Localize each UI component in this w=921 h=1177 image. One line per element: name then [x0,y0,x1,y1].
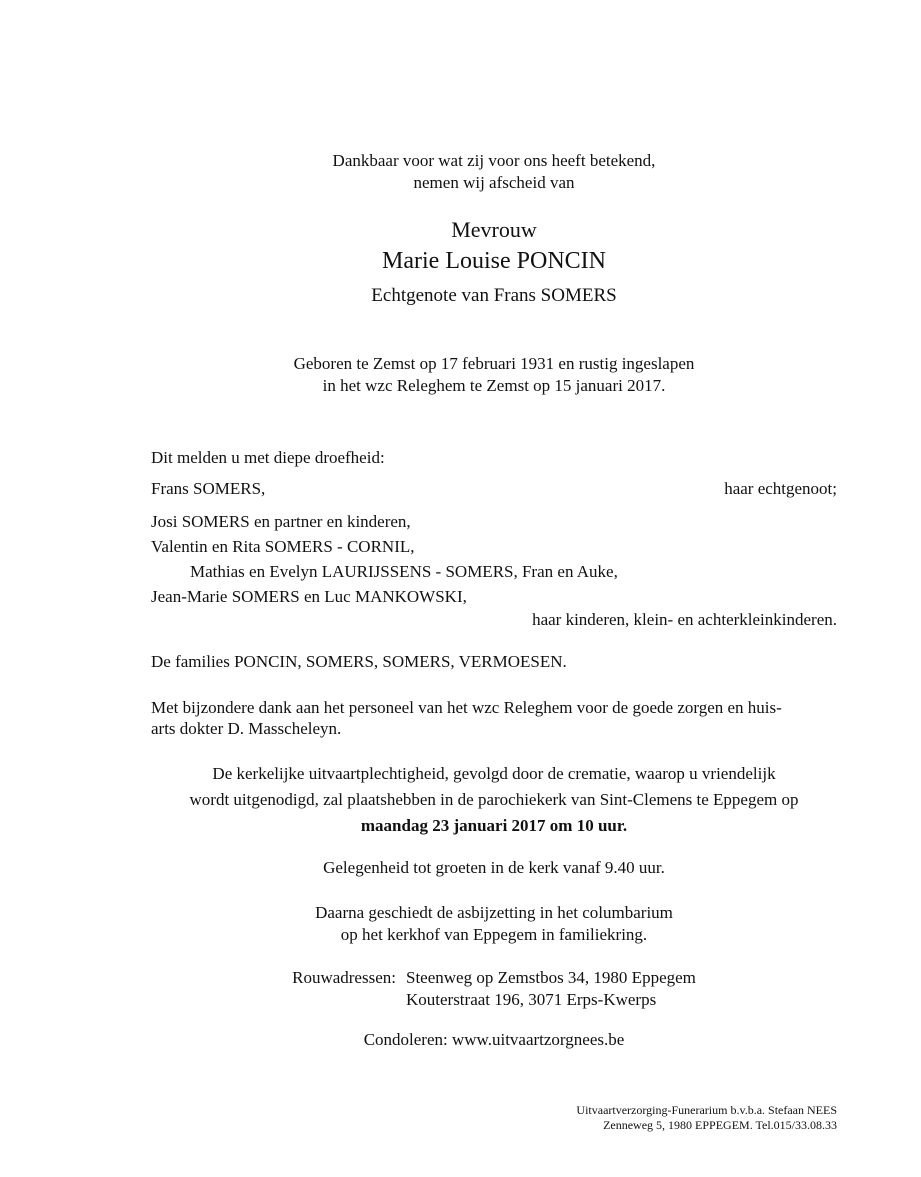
deceased-title-block [151,215,837,309]
mourning-address-2: Kouterstraat 196, 3071 Erps-Kwerps [405,990,657,1009]
columbarium-block [151,902,837,946]
mourning-addresses-block [151,967,837,1011]
intro-line-1: Dankbaar voor wat zij voor ons heeft betekend, [332,151,656,170]
intro-block [151,150,837,194]
family-list [151,509,837,609]
mourning-addresses [406,967,696,1011]
families-line: De families PONCIN, SOMERS, SOMERS, VERMOESEN. [151,652,567,671]
thanks-block [151,697,837,739]
ceremony-line-1: De kerkelijke uitvaartplechtigheid, gevolgd door de crematie, waarop u vriendelijk [212,764,776,783]
thanks-line-1: Met bijzondere dank aan het personeel van het wzc Releghem voor de goede zorgen en huis- [151,698,782,717]
mourning-address-1: Steenweg op Zemstbos 34, 1980 Eppegem [405,968,696,987]
thanks-line-2: arts dokter D. Masscheleyn. [151,719,342,738]
ceremony-date-line: maandag 23 januari 2017 om 10 uur. [360,816,628,835]
columbarium-line-1: Daarna geschiedt de asbijzetting in het columbarium [315,903,673,922]
announcement-line: Dit melden u met diepe droefheid: [151,448,385,467]
funeral-home-footer [576,1103,837,1133]
greeting-line: Gelegenheid tot groeten in de kerk vanaf 9.40 uur. [323,858,665,877]
family-line: Valentin en Rita SOMERS - CORNIL, [151,537,415,556]
intro-line-2: nemen wij afscheid van [413,173,575,192]
spouse-name: Frans SOMERS, [151,479,266,498]
family-line: Jean-Marie SOMERS en Luc MANKOWSKI, [151,587,467,606]
mourning-addresses-label: Rouwadressen: [292,968,396,987]
deceased-name: Marie Louise PONCIN [382,248,606,274]
spouse-relation: haar echtgenoot; [724,479,837,498]
life-line-1: Geboren te Zemst op 17 februari 1931 en rustig ingeslapen [293,354,695,373]
columbarium-line-2: op het kerkhof van Eppegem in familiekring. [340,925,648,944]
deceased-salutation: Mevrouw [451,217,537,242]
footer-line-2: Zenneweg 5, 1980 EPPEGEM. Tel.015/33.08.33 [603,1118,837,1132]
life-line-2: in het wzc Releghem te Zemst op 15 januari 2017. [322,376,666,395]
ceremony-line-2: wordt uitgenodigd, zal plaatshebben in de parochiekerk van Sint-Clemens te Eppegem op [189,790,799,809]
obituary-content [151,0,837,1051]
footer-line-1: Uitvaartverzorging-Funerarium b.v.b.a. Stefaan NEES [576,1103,837,1117]
condolences-line: Condoleren: www.uitvaartzorgnees.be [363,1030,625,1049]
family-line: Josi SOMERS en partner en kinderen, [151,512,411,531]
ceremony-block [151,761,837,839]
family-relation-line: haar kinderen, klein- en achterkleinkinderen. [532,610,837,629]
life-dates-block [151,353,837,397]
spouse-row [151,478,837,500]
family-line: Mathias en Evelyn LAURIJSSENS - SOMERS, Fran en Auke, [190,562,618,581]
deceased-spouse-line: Echtgenote van Frans SOMERS [371,285,617,306]
